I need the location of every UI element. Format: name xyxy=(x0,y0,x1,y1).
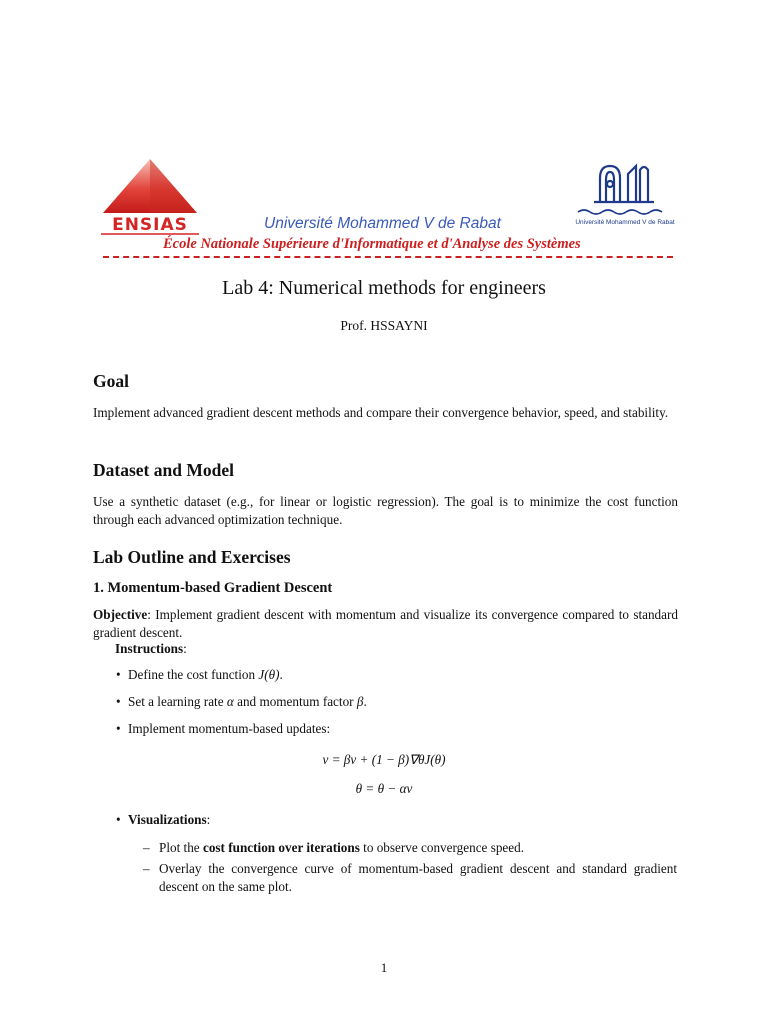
equation-theta: θ = θ − αv xyxy=(355,781,413,796)
instructions-label: Instructions xyxy=(115,641,184,656)
bullet-momentum-updates: • Implement momentum-based updates: xyxy=(116,721,331,736)
sub-item-overlay: – Overlay the convergence curve of momentum-based gradient descent and standard gradient descent on the same plot. xyxy=(143,861,677,894)
section-1-heading: 1. Momentum-based Gradient Descent xyxy=(93,580,333,596)
objective-label: Objective xyxy=(93,607,148,622)
instructions-line: Instructions: xyxy=(115,641,187,656)
header-divider xyxy=(103,256,673,259)
bullet-define-cost: • Define the cost function J(θ). xyxy=(116,667,283,682)
math-cost: J(θ) xyxy=(258,667,280,682)
visualizations-label: Visualizations xyxy=(128,812,207,827)
outline-heading: Lab Outline and Exercises xyxy=(93,547,291,567)
dataset-heading: Dataset and Model xyxy=(93,460,234,480)
university-name: Université Mohammed V de Rabat xyxy=(264,215,501,232)
goal-text: Implement advanced gradient descent methods and compare their convergence behavior, speed, and stability. xyxy=(93,405,669,420)
objective-text: : Implement gradient descent with momentum and visualize its convergence compared to standard gradient descent. xyxy=(93,607,678,640)
document-title: Lab 4: Numerical methods for engineers xyxy=(222,277,546,299)
objective-paragraph xyxy=(93,606,678,642)
dataset-text: Use a synthetic dataset (e.g., for linear or logistic regression). The goal is to minimize the cost function through each advanced optimization technique. xyxy=(93,494,678,527)
ensias-logo-text: ENSIAS xyxy=(112,215,188,235)
equation-velocity: v = βv + (1 − β)∇θJ(θ) xyxy=(322,752,446,767)
bullet-learning-rate: • Set a learning rate α and momentum factor β. xyxy=(116,694,367,709)
goal-heading: Goal xyxy=(93,371,129,391)
bullet-visualizations: • Visualizations: xyxy=(116,812,211,827)
page-number: 1 xyxy=(380,960,388,975)
sub-item-plot-cost: – Plot the cost function over iterations to observe convergence speed. xyxy=(143,840,525,855)
school-name: École Nationale Supérieure d'Informatique et d'Analyse des Systèmes xyxy=(163,236,581,252)
author: Prof. HSSAYNI xyxy=(340,318,428,333)
um5-caption: Université Mohammed V de Rabat xyxy=(575,219,675,226)
